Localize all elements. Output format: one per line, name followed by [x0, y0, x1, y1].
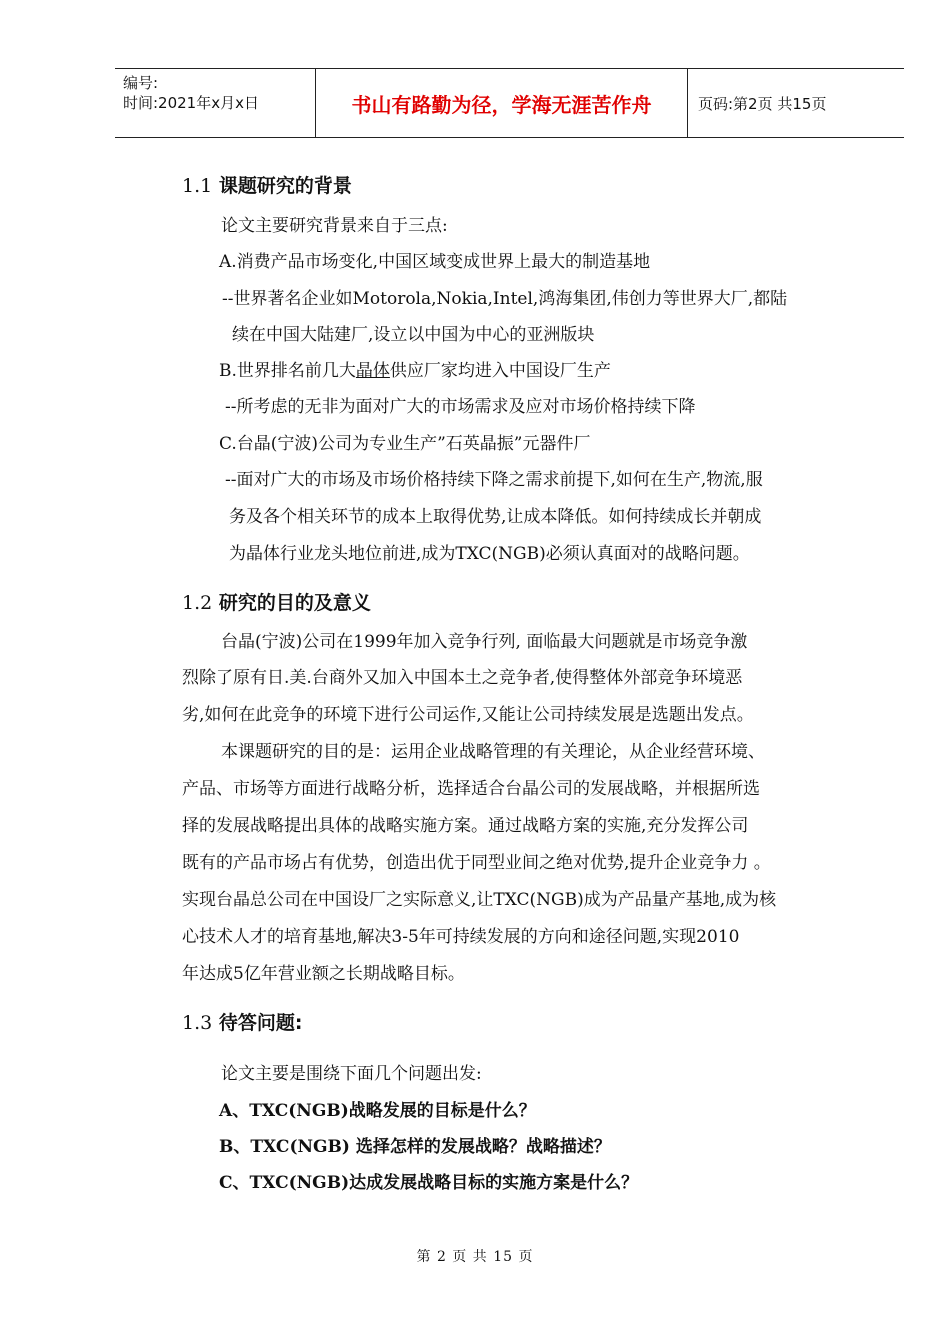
paragraph-line: A.消费产品市场变化,中国区域变成世界上最大的制造基地	[219, 252, 651, 272]
paragraph-line: 论文主要研究背景来自于三点:	[221, 216, 448, 236]
paragraph-line: 既有的产品市场占有优势，创造出优于同型业间之绝对优势,提升企业竞争力 。	[182, 853, 771, 873]
paragraph-line: --面对广大的市场及市场价格持续下降之需求前提下,如何在生产,物流,服	[225, 470, 763, 490]
paragraph-line: 烈除了原有日.美.台商外又加入中国本土之竞争者,使得整体外部竞争环境恶	[182, 668, 743, 688]
paragraph-line: C.台晶(宁波)公司为专业生产”石英晶振”元器件厂	[219, 434, 591, 454]
page-footer: 第 2 页 共 15 页	[416, 1249, 534, 1265]
section-title: 课题研究的背景	[218, 175, 352, 197]
paragraph-line: 劣,如何在此竞争的环境下进行公司运作,又能让公司持续发展是选题出发点。	[182, 705, 754, 725]
section-title: 待答问题:	[218, 1012, 303, 1034]
header-meta	[115, 69, 315, 137]
paragraph-line: 本课题研究的目的是：运用企业战略管理的有关理论，从企业经营环境、	[221, 742, 765, 762]
time-label: 时间:2021年x月x日	[123, 94, 259, 112]
serial-label: 编号:	[123, 74, 159, 92]
header-motto: 书山有路勤为径，学海无涯苦作舟	[315, 69, 688, 137]
text-run: B.世界排名前几大	[219, 361, 356, 381]
section-heading-1-3	[182, 1008, 302, 1035]
question-item: B、TXC(NGB) 选择怎样的发展战略？战略描述？	[219, 1137, 611, 1157]
paragraph-line: 为晶体行业龙头地位前进,成为TXC(NGB)必须认真面对的战略问题。	[229, 544, 750, 564]
underlined-term: 晶体	[355, 361, 390, 381]
section-heading-1-1	[182, 171, 352, 198]
paragraph-line: --所考虑的无非为面对广大的市场需求及应对市场价格持续下降	[225, 397, 696, 417]
paragraph-line: 务及各个相关环节的成本上取得优势,让成本降低。如何持续成长并朝成	[229, 507, 762, 527]
paragraph-line: 台晶(宁波)公司在1999年加入竞争行列, 面临最大问题就是市场竞争激	[221, 632, 748, 652]
paragraph-line: 年达成5亿年营业额之长期战略目标。	[182, 964, 465, 984]
paragraph-line: --世界著名企业如Motorola,Nokia,Intel,鸿海集团,伟创力等世界大厂,都陆	[222, 289, 788, 309]
section-number: 1.2	[182, 592, 213, 614]
text-run: 供应厂家均进入中国设厂生产	[389, 361, 611, 381]
section-number: 1.1	[182, 175, 213, 197]
page-header	[115, 68, 904, 138]
paragraph-line: 实现台晶总公司在中国设厂之实际意义,让TXC(NGB)成为产品量产基地,成为核	[182, 890, 777, 910]
paragraph-line	[219, 356, 611, 381]
paragraph-line: 产品、市场等方面进行战略分析，选择适合台晶公司的发展战略，并根据所选	[182, 779, 760, 799]
question-item: C、TXC(NGB)达成发展战略目标的实施方案是什么？	[219, 1173, 639, 1193]
section-heading-1-2	[182, 588, 371, 615]
header-page-info: 页码:第2页 共15页	[698, 94, 827, 113]
paragraph-line: 心技术人才的培育基地,解决3-5年可持续发展的方向和途径问题,实现2010	[182, 927, 740, 947]
paragraph-line: 择的发展战略提出具体的战略实施方案。通过战略方案的实施,充分发挥公司	[182, 816, 749, 836]
question-item: A、TXC(NGB)战略发展的目标是什么？	[219, 1101, 536, 1121]
section-title: 研究的目的及意义	[218, 592, 371, 614]
section-number: 1.3	[182, 1012, 213, 1034]
paragraph-line: 论文主要是围绕下面几个问题出发:	[221, 1064, 482, 1084]
paragraph-line: 续在中国大陆建厂,设立以中国为中心的亚洲版块	[232, 325, 595, 345]
